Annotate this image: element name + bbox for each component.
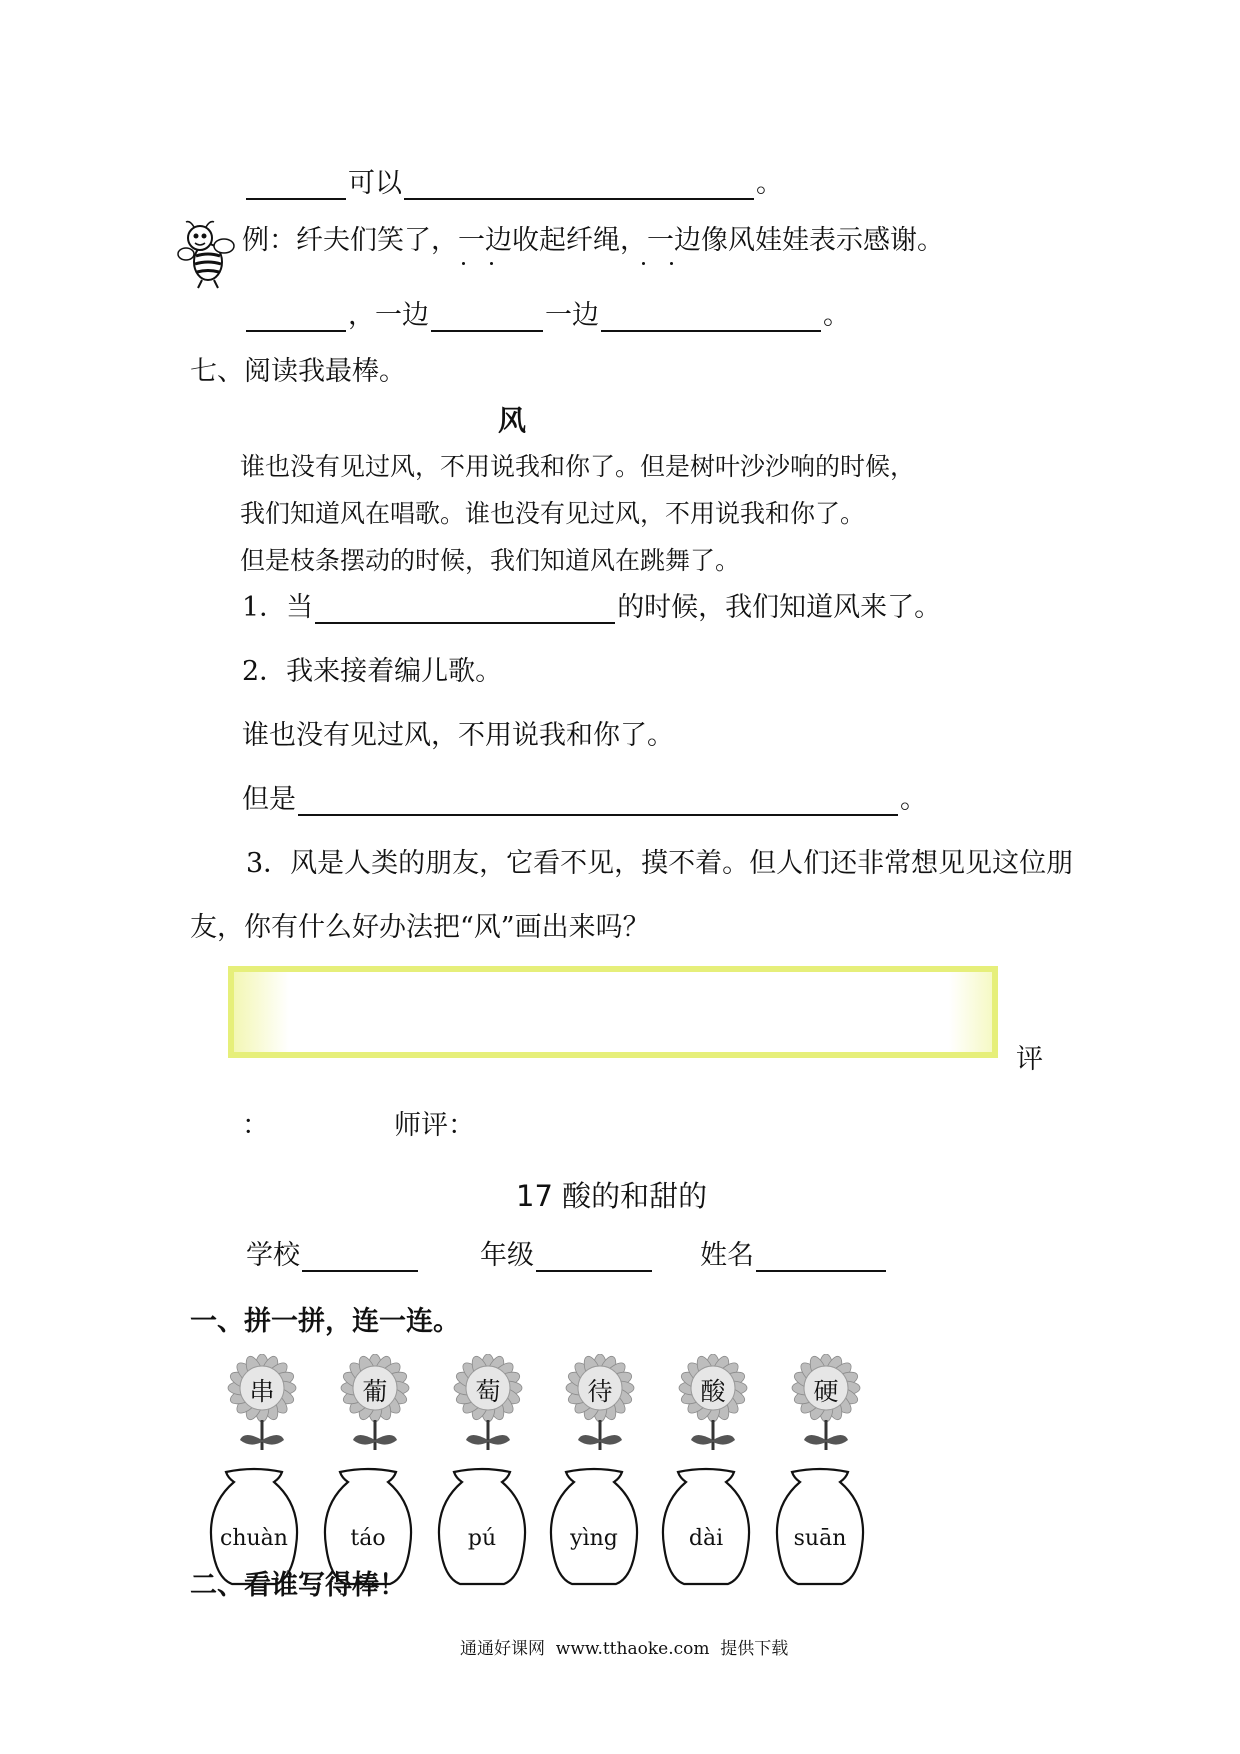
school-blank[interactable] — [302, 1242, 418, 1272]
text: ，一边 — [348, 300, 429, 331]
flower-character-card[interactable] — [778, 1354, 874, 1464]
flower-character-card[interactable] — [214, 1354, 310, 1464]
emphasis-dot — [462, 262, 465, 265]
vase-pinyin: dài — [688, 1526, 724, 1551]
name-label: 姓名 — [700, 1240, 754, 1271]
blank[interactable] — [298, 786, 898, 816]
vase-pinyin-card[interactable] — [656, 1466, 756, 1596]
example-sentence: 例：纤夫们笑了，一边收起纤绳，一边像风娃娃表示感谢。 — [242, 225, 944, 256]
flower-character-card[interactable] — [552, 1354, 648, 1464]
text: 一边 — [545, 300, 599, 331]
flower-icon — [778, 1354, 874, 1464]
blank[interactable] — [431, 302, 543, 332]
vase-pinyin: chuàn — [220, 1526, 288, 1551]
text: 。 — [823, 300, 850, 331]
review-label: 评 — [1016, 1044, 1043, 1075]
blank[interactable] — [246, 302, 346, 332]
poem-title: 风 — [498, 404, 527, 437]
text: 可以 — [348, 168, 402, 199]
flower-character: 硬 — [813, 1377, 839, 1406]
emphasis-dot — [642, 262, 645, 265]
section-7-heading: 七、阅读我最棒。 — [190, 356, 406, 387]
flower-icon — [214, 1354, 310, 1464]
question-3-line2: 友，你有什么好办法把“风”画出来吗？ — [190, 912, 650, 943]
question-2: 2．我来接着编儿歌。 — [242, 656, 503, 687]
school-field — [246, 1240, 420, 1272]
blank[interactable] — [601, 302, 821, 332]
vase-pinyin: pú — [467, 1526, 497, 1551]
flower-character: 萄 — [475, 1377, 501, 1406]
text: 但是 — [242, 784, 296, 815]
flower-character: 串 — [249, 1377, 275, 1406]
flower-icon — [665, 1354, 761, 1464]
fill-line-1 — [244, 168, 783, 200]
school-label: 学校 — [246, 1240, 300, 1271]
question-2-fill — [242, 784, 927, 816]
flower-icon — [440, 1354, 536, 1464]
section-2-heading: 二、看谁写得棒！ — [190, 1570, 406, 1601]
vase-pinyin-card[interactable] — [544, 1466, 644, 1596]
flower-character-card[interactable] — [327, 1354, 423, 1464]
footer-credit: 通通好课网 www.tthaoke.com 提供下载 — [460, 1639, 789, 1659]
text: 。 — [900, 784, 927, 815]
flower-icon — [552, 1354, 648, 1464]
review-colon: ： — [242, 1110, 269, 1141]
grade-label: 年级 — [480, 1240, 534, 1271]
flower-character: 酸 — [700, 1377, 726, 1406]
fill-line-3 — [244, 300, 850, 332]
grade-blank[interactable] — [536, 1242, 652, 1272]
drawing-area[interactable] — [228, 966, 998, 1058]
name-field — [700, 1240, 888, 1272]
flower-character: 葡 — [362, 1377, 388, 1406]
name-blank[interactable] — [756, 1242, 886, 1272]
poem-line: 但是枝条摆动的时候，我们知道风在跳舞了。 — [240, 546, 741, 575]
grade-field — [480, 1240, 654, 1272]
emphasis-dot — [490, 262, 493, 265]
section-1-heading: 一、拼一拼，连一连。 — [190, 1306, 460, 1337]
vase-pinyin: yìng — [570, 1526, 618, 1551]
text: 的时候，我们知道风来了。 — [617, 592, 942, 623]
blank[interactable] — [246, 170, 346, 200]
poem-line: 我们知道风在唱歌。谁也没有见过风，不用说我和你了。 — [240, 499, 866, 528]
vase-pinyin: suān — [793, 1526, 847, 1551]
text: 1．当 — [242, 592, 314, 623]
flower-character: 待 — [587, 1377, 613, 1406]
vase-pinyin: táo — [350, 1526, 386, 1551]
blank[interactable] — [404, 170, 754, 200]
lesson-title: 17 酸的和甜的 — [516, 1179, 708, 1213]
emphasis-dot — [670, 262, 673, 265]
question-2-line: 谁也没有见过风，不用说我和你了。 — [242, 720, 674, 751]
flower-character-card[interactable] — [440, 1354, 536, 1464]
teacher-review-label: 师评： — [394, 1110, 475, 1141]
question-1 — [242, 592, 941, 624]
text: 。 — [756, 168, 783, 199]
vase-pinyin-card[interactable] — [432, 1466, 532, 1596]
blank[interactable] — [315, 594, 615, 624]
poem-line: 谁也没有见过风，不用说我和你了。但是树叶沙沙响的时候， — [240, 452, 916, 481]
flower-character-card[interactable] — [665, 1354, 761, 1464]
bee-icon — [168, 218, 240, 290]
vase-pinyin-card[interactable] — [770, 1466, 870, 1596]
flower-icon — [327, 1354, 423, 1464]
question-3-line1: 3．风是人类的朋友，它看不见，摸不着。但人们还非常想见见这位朋 — [246, 848, 1074, 879]
